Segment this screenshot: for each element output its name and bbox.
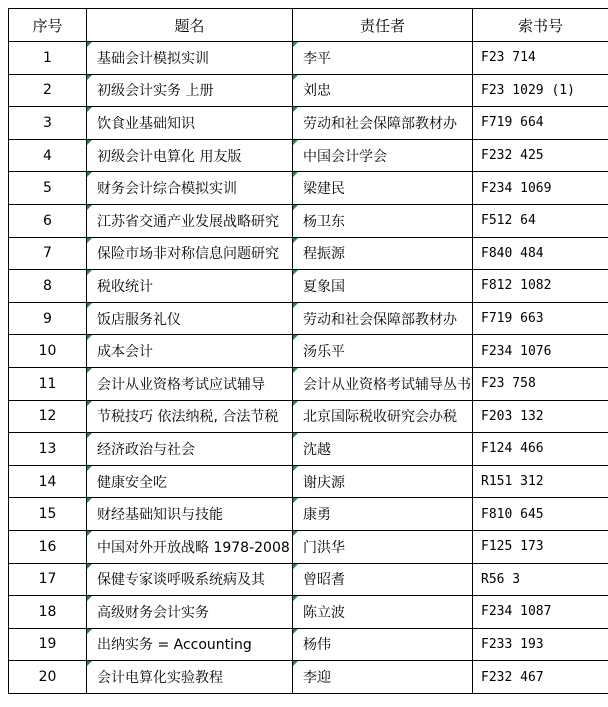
cell-no[interactable]: 1 [9,42,87,75]
cell-title[interactable]: 饭店服务礼仪 [87,302,293,335]
table-row [9,42,608,75]
cell-no[interactable]: 9 [9,302,87,335]
cell-no[interactable]: 18 [9,596,87,629]
table-row [9,628,608,661]
cell-title[interactable]: 江苏省交通产业发展战略研究 [87,204,293,237]
cell-title[interactable]: 饮食业基础知识 [87,107,293,140]
cell-title[interactable]: 初级会计实务 上册 [87,74,293,107]
table-row [9,661,608,694]
cell-call-number[interactable]: F23 714 [473,42,608,75]
cell-responsible[interactable]: 程振源 [293,237,473,270]
cell-call-number[interactable]: F840 484 [473,237,608,270]
cell-call-number[interactable]: F234 1076 [473,335,608,368]
table-row [9,596,608,629]
cell-no[interactable]: 5 [9,172,87,205]
cell-call-number[interactable]: F512 64 [473,204,608,237]
cell-no[interactable]: 20 [9,661,87,694]
cell-responsible[interactable]: 李迎 [293,661,473,694]
cell-call-number[interactable]: F810 645 [473,498,608,531]
cell-no[interactable]: 19 [9,628,87,661]
cell-call-number[interactable]: F234 1069 [473,172,608,205]
cell-responsible[interactable]: 汤乐平 [293,335,473,368]
cell-title[interactable]: 保健专家谈呼吸系统病及其 [87,563,293,596]
cell-no[interactable]: 17 [9,563,87,596]
cell-no[interactable]: 6 [9,204,87,237]
table-row [9,498,608,531]
cell-title[interactable]: 高级财务会计实务 [87,596,293,629]
cell-call-number[interactable]: F232 467 [473,661,608,694]
table-row [9,237,608,270]
cell-responsible[interactable]: 梁建民 [293,172,473,205]
cell-call-number[interactable]: F125 173 [473,530,608,563]
cell-call-number[interactable]: R151 312 [473,465,608,498]
cell-responsible[interactable]: 杨伟 [293,628,473,661]
cell-responsible[interactable]: 谢庆源 [293,465,473,498]
cell-responsible[interactable]: 刘忠 [293,74,473,107]
cell-title[interactable]: 成本会计 [87,335,293,368]
cell-call-number[interactable]: F234 1087 [473,596,608,629]
book-catalog-table [8,8,608,694]
cell-responsible[interactable]: 康勇 [293,498,473,531]
cell-responsible[interactable]: 杨卫东 [293,204,473,237]
cell-call-number[interactable]: F719 664 [473,107,608,140]
header-responsible[interactable]: 责任者 [293,9,473,42]
cell-call-number[interactable]: F203 132 [473,400,608,433]
cell-responsible[interactable]: 中国会计学会 [293,139,473,172]
cell-title[interactable]: 财经基础知识与技能 [87,498,293,531]
header-row [9,9,608,42]
table-body [9,42,608,694]
cell-call-number[interactable]: F23 1029 (1) [473,74,608,107]
table-row [9,563,608,596]
table-row [9,400,608,433]
cell-no[interactable]: 15 [9,498,87,531]
cell-title[interactable]: 健康安全吃 [87,465,293,498]
table-row [9,530,608,563]
cell-title[interactable]: 初级会计电算化 用友版 [87,139,293,172]
table-row [9,172,608,205]
cell-title[interactable]: 会计从业资格考试应试辅导 [87,367,293,400]
cell-title[interactable]: 经济政治与社会 [87,433,293,466]
cell-no[interactable]: 2 [9,74,87,107]
cell-responsible[interactable]: 劳动和社会保障部教材办 [293,107,473,140]
cell-call-number[interactable]: F233 193 [473,628,608,661]
cell-responsible[interactable]: 门洪华 [293,530,473,563]
cell-responsible[interactable]: 夏象国 [293,270,473,303]
cell-title[interactable]: 保险市场非对称信息问题研究 [87,237,293,270]
cell-title[interactable]: 出纳实务 = Accounting [87,628,293,661]
cell-title[interactable]: 税收统计 [87,270,293,303]
cell-no[interactable]: 4 [9,139,87,172]
table-row [9,465,608,498]
cell-responsible[interactable]: 陈立波 [293,596,473,629]
table-row [9,270,608,303]
table-row [9,74,608,107]
table-row [9,204,608,237]
cell-title[interactable]: 基础会计模拟实训 [87,42,293,75]
table-row [9,107,608,140]
table-row [9,433,608,466]
cell-no[interactable]: 11 [9,367,87,400]
cell-responsible[interactable]: 曾昭耆 [293,563,473,596]
cell-call-number[interactable]: F812 1082 [473,270,608,303]
cell-no[interactable]: 14 [9,465,87,498]
cell-call-number[interactable]: F719 663 [473,302,608,335]
cell-title[interactable]: 中国对外开放战略 1978-2008 [87,530,293,563]
table-row [9,139,608,172]
cell-call-number[interactable]: F232 425 [473,139,608,172]
table-row [9,335,608,368]
table-row [9,302,608,335]
cell-responsible[interactable]: 北京国际税收研究会办税 [293,400,473,433]
cell-title[interactable]: 会计电算化实验教程 [87,661,293,694]
cell-no[interactable]: 12 [9,400,87,433]
cell-call-number[interactable]: F124 466 [473,433,608,466]
cell-no[interactable]: 7 [9,237,87,270]
header-no[interactable]: 序号 [9,9,87,42]
cell-responsible[interactable]: 劳动和社会保障部教材办 [293,302,473,335]
cell-call-number[interactable]: R56 3 [473,563,608,596]
header-title[interactable]: 题名 [87,9,293,42]
cell-no[interactable]: 3 [9,107,87,140]
cell-title[interactable]: 节税技巧 依法纳税, 合法节税 [87,400,293,433]
cell-responsible[interactable]: 沈越 [293,433,473,466]
cell-no[interactable]: 8 [9,270,87,303]
table-row [9,367,608,400]
cell-no[interactable]: 10 [9,335,87,368]
header-call-number[interactable]: 索书号 [473,9,608,42]
cell-responsible[interactable]: 李平 [293,42,473,75]
cell-title[interactable]: 财务会计综合模拟实训 [87,172,293,205]
cell-responsible[interactable]: 会计从业资格考试辅导丛书 [293,367,473,400]
cell-no[interactable]: 16 [9,530,87,563]
cell-no[interactable]: 13 [9,433,87,466]
cell-call-number[interactable]: F23 758 [473,367,608,400]
